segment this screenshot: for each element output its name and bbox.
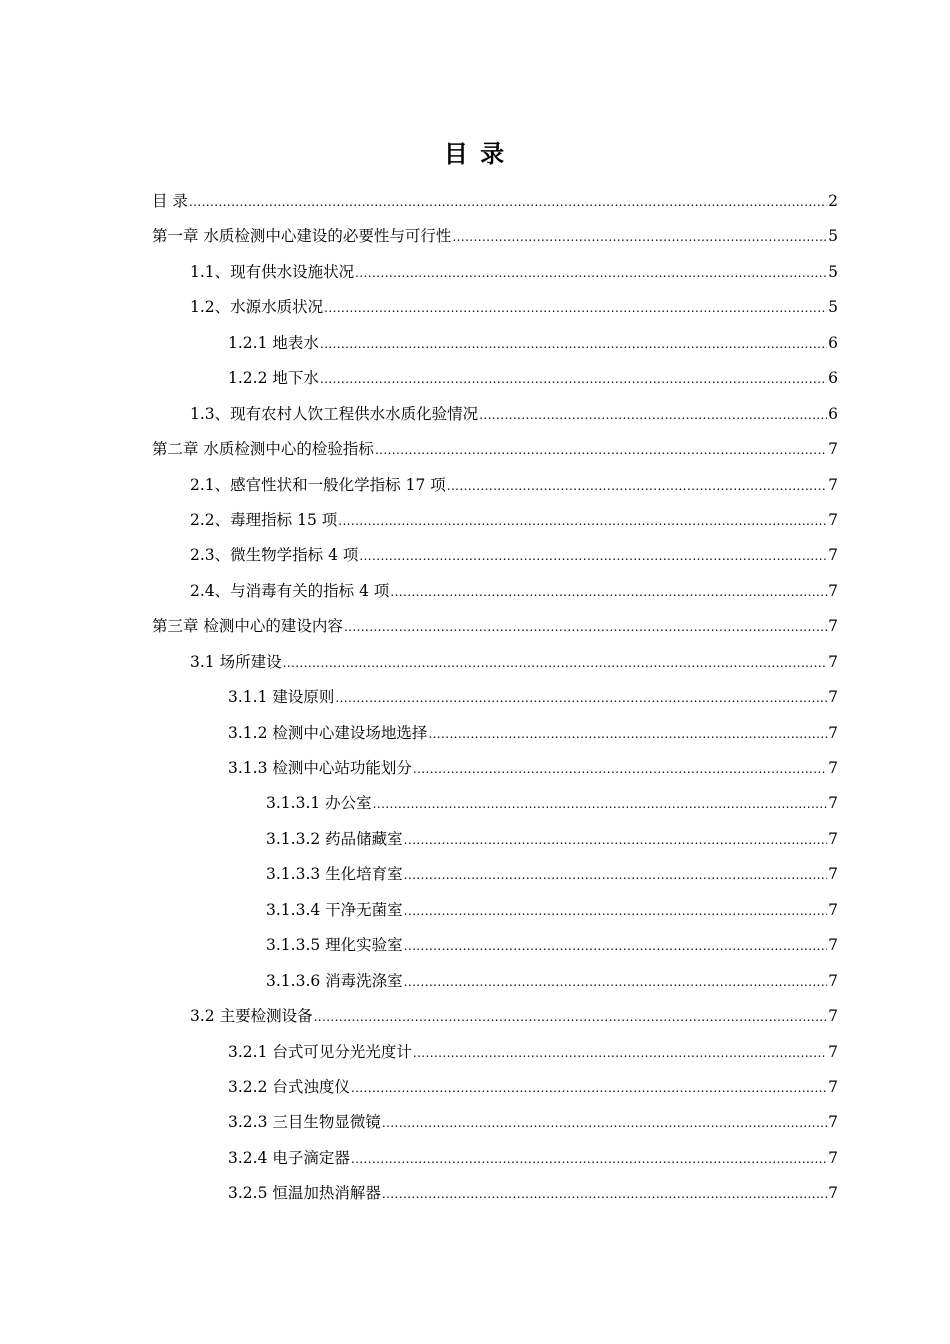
toc-entry[interactable] [152, 255, 838, 290]
toc-dot-leader [413, 752, 827, 787]
toc-entry[interactable] [152, 786, 838, 821]
toc-entry-page-number: 7 [828, 581, 838, 600]
toc-dot-leader [373, 787, 827, 822]
toc-entry-text: 1.3、现有农村人饮工程供水水质化验情况 [190, 404, 479, 423]
toc-entry-page-number: 7 [828, 759, 838, 777]
toc-entry-page-number: 7 [828, 1113, 838, 1132]
toc-dot-leader [375, 433, 827, 468]
toc-entry-text: 3.1.1 建设原则 [228, 688, 335, 707]
toc-entry-text: 3.1 场所建设 [190, 652, 282, 671]
toc-entry-text: 3.1.3.4 干净无菌室 [266, 900, 403, 919]
toc-entry-text: 3.1.3.1 办公室 [266, 794, 372, 813]
toc-entry-page-number: 7 [828, 936, 838, 955]
toc-entry[interactable] [152, 397, 838, 432]
toc-entry-page-number: 7 [828, 546, 838, 565]
toc-dot-leader [335, 681, 827, 716]
toc-entry-page-number: 7 [828, 1184, 838, 1203]
toc-dot-leader [320, 362, 827, 397]
toc-entry-page-number: 7 [828, 971, 838, 990]
toc-entry-text: 3.1.3.5 理化实验室 [266, 936, 403, 955]
toc-entry-text: 2.4、与消毒有关的指标 4 项 [190, 581, 390, 600]
toc-entry-page-number: 7 [828, 652, 838, 671]
toc-entry[interactable] [152, 184, 838, 219]
toc-entry-page-number: 7 [828, 1148, 838, 1167]
toc-dot-leader [382, 1106, 827, 1141]
toc-dot-leader [320, 327, 827, 362]
toc-dot-leader [382, 1177, 827, 1212]
toc-dot-leader [351, 1142, 827, 1177]
toc-entry[interactable] [152, 716, 838, 751]
toc-entry-page-number: 7 [828, 829, 838, 848]
toc-entry-text: 1.2、水源水质状况 [190, 298, 324, 317]
toc-dot-leader [447, 469, 827, 504]
toc-entry-text: 3.2.4 电子滴定器 [228, 1148, 350, 1167]
toc-entry-text: 1.2.2 地下水 [228, 369, 319, 388]
toc-entry-page-number: 5 [828, 262, 838, 281]
toc-dot-leader [390, 575, 827, 610]
toc-entry[interactable] [152, 857, 838, 892]
toc-dot-leader [344, 610, 827, 645]
toc-entry-text: 第二章 水质检测中心的检验指标 [152, 440, 374, 459]
toc-entry-text: 1.1、现有供水设施状况 [190, 262, 355, 281]
toc-entry-text: 3.1.3.3 生化培育室 [266, 865, 403, 884]
toc-entry[interactable] [152, 928, 838, 963]
toc-entry-page-number: 7 [828, 440, 838, 459]
toc-entry-text: 1.2.1 地表水 [228, 333, 319, 352]
toc-dot-leader [283, 646, 828, 681]
toc-entry[interactable] [152, 290, 838, 325]
toc-entry-text: 第一章 水质检测中心建设的必要性与可行性 [152, 227, 452, 246]
toc-entry-page-number: 7 [828, 1007, 838, 1026]
toc-entry[interactable] [152, 964, 838, 999]
toc-dot-leader [359, 539, 827, 574]
toc-entry[interactable] [152, 1070, 838, 1105]
toc-dot-leader [189, 185, 827, 220]
toc-entry-text: 3.1.3 检测中心站功能划分 [228, 759, 412, 777]
toc-entry-page-number: 7 [828, 1042, 838, 1061]
toc-entry[interactable] [152, 999, 838, 1034]
toc-dot-leader [404, 965, 827, 1000]
toc-entry-page-number: 7 [828, 723, 838, 742]
toc-entry-page-number: 7 [828, 1077, 838, 1096]
toc-entry[interactable] [152, 468, 838, 503]
toc-entry-page-number: 7 [828, 865, 838, 884]
toc-dot-leader [404, 894, 827, 929]
toc-entry-page-number: 6 [828, 369, 838, 388]
toc-entry-page-number: 7 [828, 510, 838, 529]
toc-entry[interactable] [152, 574, 838, 609]
toc-entry-page-number: 7 [828, 688, 838, 707]
toc-entry-page-number: 6 [828, 404, 838, 423]
toc-entry[interactable] [152, 609, 838, 644]
toc-entry-text: 第三章 检测中心的建设内容 [152, 617, 343, 636]
toc-entry[interactable] [152, 645, 838, 680]
toc-entry-text: 3.2.3 三目生物显微镜 [228, 1113, 381, 1132]
toc-entry[interactable] [152, 1105, 838, 1140]
toc-entry[interactable] [152, 538, 838, 573]
toc-entry[interactable] [152, 1035, 838, 1070]
toc-entry[interactable] [152, 503, 838, 538]
toc-dot-leader [314, 1000, 828, 1035]
toc-dot-leader [324, 291, 827, 326]
toc-entry[interactable] [152, 751, 838, 786]
toc-dot-leader [404, 858, 827, 893]
toc-entry-page-number: 7 [828, 794, 838, 813]
toc-entry-text: 3.2.1 台式可见分光光度计 [228, 1042, 412, 1061]
toc-entry-page-number: 2 [828, 192, 838, 210]
toc-dot-leader [479, 398, 827, 433]
toc-dot-leader [404, 823, 827, 858]
toc-dot-leader [452, 220, 827, 255]
toc-entry-text: 2.2、毒理指标 15 项 [190, 510, 338, 529]
toc-entry-text: 3.1.3.6 消毒洗涤室 [266, 971, 403, 990]
toc-entry-text: 2.1、感官性状和一般化学指标 17 项 [190, 475, 446, 494]
toc-entry-text: 3.2 主要检测设备 [190, 1007, 313, 1026]
toc-entry[interactable] [152, 1141, 838, 1176]
toc-entry-page-number: 7 [828, 900, 838, 919]
toc-entry-text: 3.2.2 台式浊度仪 [228, 1077, 350, 1096]
toc-dot-leader [404, 929, 827, 964]
toc-title: 目 录 [443, 140, 507, 168]
toc-entry-text: 3.1.3.2 药品储藏室 [266, 829, 403, 848]
toc-entry-text: 2.3、微生物学指标 4 项 [190, 546, 359, 565]
toc-entry[interactable] [152, 361, 838, 396]
toc-dot-leader [413, 1036, 827, 1071]
toc-entry-text: 3.2.5 恒温加热消解器 [228, 1184, 381, 1203]
toc-entry[interactable] [152, 822, 838, 857]
toc-entry-text: 3.1.2 检测中心建设场地选择 [228, 723, 428, 742]
toc-entry[interactable] [152, 680, 838, 715]
toc-entry[interactable] [152, 893, 838, 928]
toc-dot-leader [351, 1071, 827, 1106]
toc-entry[interactable] [152, 326, 838, 361]
toc-list [152, 184, 838, 1212]
toc-dot-leader [355, 256, 827, 291]
toc-dot-leader [428, 717, 827, 752]
toc-entry-page-number: 5 [828, 298, 838, 317]
toc-dot-leader [338, 504, 827, 539]
toc-entry-page-number: 6 [828, 333, 838, 352]
toc-entry[interactable] [152, 1176, 838, 1211]
toc-entry[interactable] [152, 432, 838, 467]
toc-entry[interactable] [152, 219, 838, 254]
toc-entry-page-number: 5 [828, 227, 838, 246]
toc-entry-text: 目 录 [152, 192, 188, 210]
toc-entry-page-number: 7 [828, 475, 838, 494]
toc-entry-page-number: 7 [828, 617, 838, 636]
